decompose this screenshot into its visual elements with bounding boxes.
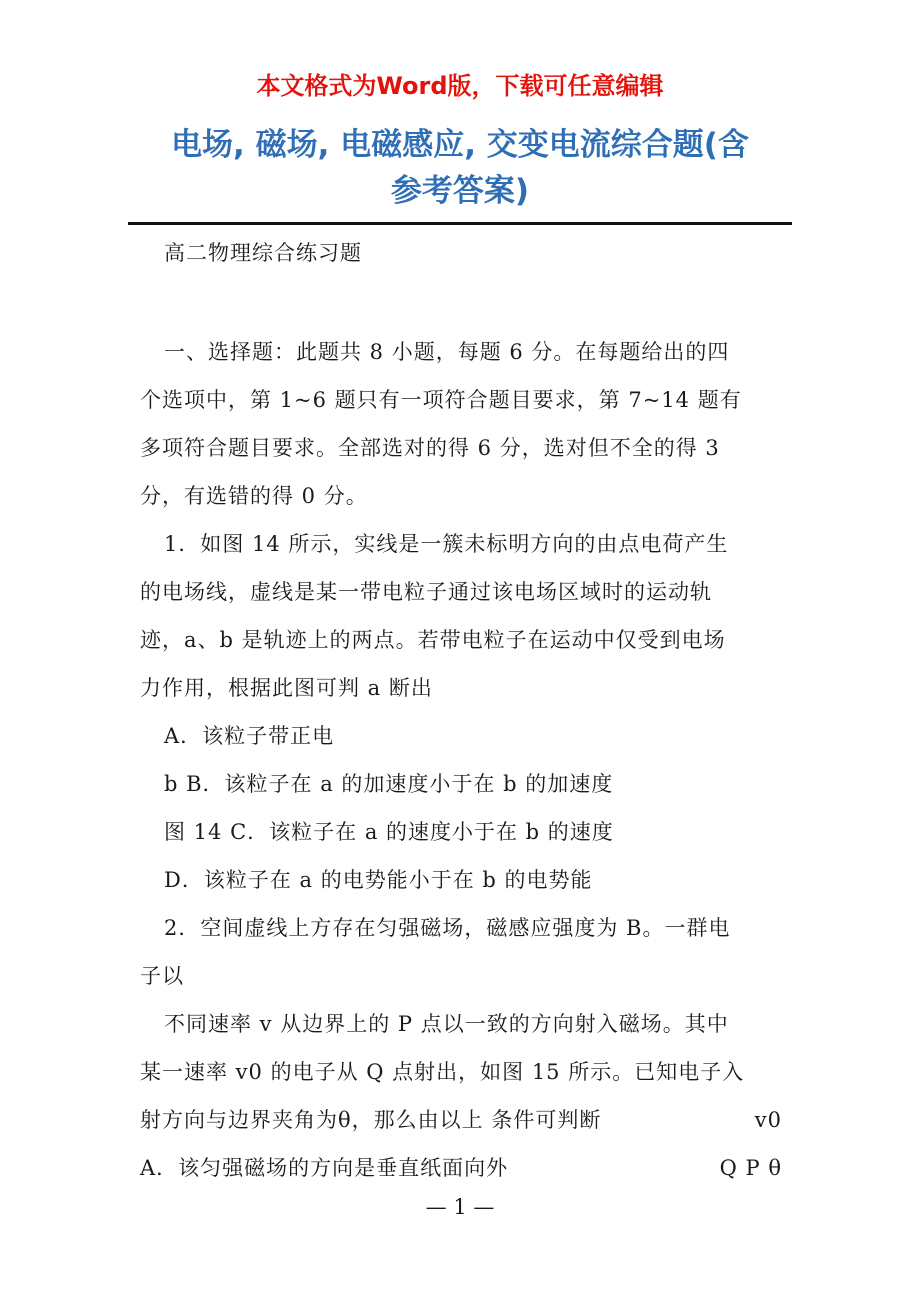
option-c: 图 14 C．该粒子在 a 的速度小于在 b 的速度 [164,820,614,844]
question-stem-line: 某一速率 v0 的电子从 Q 点射出，如图 15 所示。已知电子入 [140,1060,745,1084]
velocity-label: v0 [754,1108,782,1132]
question-stem-line: 的电场线，虚线是某一带电粒子通过该电场区域时的运动轨 [140,580,712,604]
question-stem-line: 迹，a、b 是轨迹上的两点。若带电粒子在运动中仅受到电场 [140,628,726,652]
question-1 [140,520,782,904]
option-a: A．该粒子带正电 [164,724,335,748]
document-title [120,122,800,214]
instruction-line: 分，有选错的得 0 分。 [140,484,368,508]
figure-labels: Q P θ [719,1156,782,1180]
document-title-line-2: 参考答案) [390,173,530,209]
instruction-line: 一、选择题：此题共 8 小题，每题 6 分。在每题给出的四 [164,340,730,364]
instruction-line: 个选项中，第 1~6 题只有一项符合题目要求，第 7~14 题有 [140,388,742,412]
question-2 [140,904,782,1000]
question-stem-line: 子以 [140,964,184,988]
question-stem-line: 不同速率 v 从边界上的 P 点以一致的方向射入磁场。其中 [164,1012,729,1036]
instruction-line: 多项符合题目要求。全部选对的得 6 分，选对但不全的得 3 [140,436,720,460]
exercise-subtitle: 高二物理综合练习题 [164,241,362,265]
document-title-line-1: 电场, 磁场, 电磁感应, 交变电流综合题(含 [171,127,749,163]
question-stem-line: 2．空间虚线上方存在匀强磁场，磁感应强度为 B。一群电 [164,916,731,940]
title-divider [128,222,792,225]
option-b: b B．该粒子在 a 的加速度小于在 b 的加速度 [164,772,614,796]
question-2-continued [140,1000,782,1192]
section-instructions [140,328,782,520]
format-banner: 本文格式为Word版，下载可任意编辑 [256,72,664,100]
question-stem-text: 射方向与边界夹角为θ，那么由以上 条件可判断 [140,1108,602,1132]
question-2-last-row [140,1144,782,1192]
page-number: — 1 — [425,1195,495,1219]
question-stem-line: 1．如图 14 所示，实线是一簇未标明方向的由点电荷产生 [164,532,729,556]
option-d: D．该粒子在 a 的电势能小于在 b 的电势能 [164,868,593,892]
question-stem-line [140,1096,782,1144]
question-stem-line: 力作用，根据此图可判 a 断出 [140,676,433,700]
option-a: A．该匀强磁场的方向是垂直纸面向外 [140,1156,509,1180]
